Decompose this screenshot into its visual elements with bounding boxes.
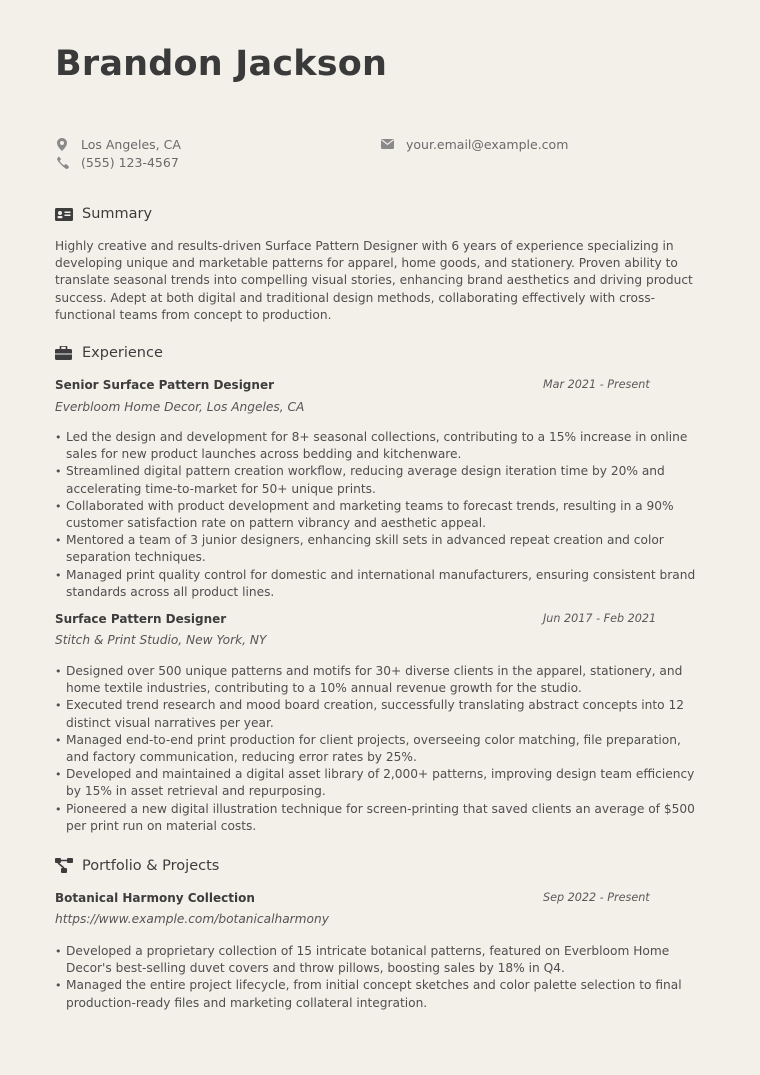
experience-heading-text: Experience [82, 345, 163, 361]
list-item: • Managed print quality control for domestic and international manufacturers, ensuring consistent brand standards across all product lines. [55, 567, 707, 601]
diagram-nodes-icon [55, 858, 73, 874]
list-item: • Pioneered a new digital illustration technique for screen-printing that saved clients an average of $500 per print run on material costs. [55, 801, 707, 835]
summary-heading [55, 206, 152, 222]
project-1-title: Botanical Harmony Collection [55, 891, 255, 905]
email-link[interactable]: your.email@example.com [406, 136, 569, 152]
summary-text: Highly creative and results-driven Surface Pattern Designer with 6 years of experience specializing in developing unique and marketable patterns for apparel, home goods, and stationery. Proven ability to translate seasonal trends into compelling visual stories, enhancing brand aesthetics and driving product success. Adept at both digital and traditional design methods, collaborating effectively with cross-functional teams from concept to production. [55, 239, 693, 322]
list-item: • Streamlined digital pattern creation workflow, reducing average design iteration time by 20% and accelerating time-to-market for 50+ unique prints. [55, 463, 707, 497]
job-1-company: Everbloom Home Decor, Los Angeles, CA [55, 400, 305, 414]
job-1-title: Senior Surface Pattern Designer [55, 378, 274, 392]
list-item: • Developed and maintained a digital asset library of 2,000+ patterns, improving design team efficiency by 15% in asset retrieval and repurposing. [55, 766, 707, 800]
phone-icon [55, 155, 69, 169]
candidate-name: Brandon Jackson [55, 44, 388, 84]
contact-phone [55, 153, 705, 171]
list-item: • Developed a proprietary collection of 15 intricate botanical patterns, featured on Everbloom Home Decor's best-selling duvet covers and throw pillows, boosting sales by 18% in Q4. [55, 943, 707, 977]
project-1-url[interactable]: https://www.example.com/botanicalharmony [55, 912, 329, 926]
job-2-company: Stitch & Print Studio, New York, NY [55, 633, 267, 647]
list-item: • Designed over 500 unique patterns and motifs for 30+ diverse clients in the apparel, stationery, and home textile industries, contributing to a 10% annual revenue growth for the studio. [55, 663, 707, 697]
list-item: • Mentored a team of 3 junior designers, enhancing skill sets in advanced repeat creation and color separation techniques. [55, 532, 707, 566]
experience-heading [55, 345, 163, 361]
map-pin-icon [55, 137, 69, 151]
list-item: • Collaborated with product development and marketing teams to forecast trends, resulting in a 90% customer satisfaction rate on pattern vibrancy and aesthetic appeal. [55, 498, 707, 532]
job-2-bullets [55, 663, 707, 835]
envelope-icon [380, 137, 394, 151]
list-item: • Executed trend research and mood board creation, successfully translating abstract concepts into 12 distinct visual narratives per year. [55, 697, 707, 731]
briefcase-icon [55, 345, 73, 361]
portfolio-heading-text: Portfolio & Projects [82, 858, 220, 874]
location-text: Los Angeles, CA [81, 136, 181, 152]
phone-text: (555) 123-4567 [81, 154, 179, 170]
contact-email [380, 135, 568, 153]
summary-heading-text: Summary [82, 206, 153, 222]
list-item: • Managed end-to-end print production for client projects, overseeing color matching, file preparation, and factory communication, reducing error rates by 25%. [55, 732, 707, 766]
portfolio-heading [55, 858, 219, 874]
list-item: • Managed the entire project lifecycle, from initial concept sketches and color palette selection to final production-ready files and marketing collateral integration. [55, 977, 707, 1011]
job-2-title: Surface Pattern Designer [55, 612, 227, 626]
job-2-date: Jun 2017 - Feb 2021 [543, 612, 657, 625]
job-1-bullets [55, 429, 707, 601]
id-card-icon [55, 206, 73, 222]
contact-info [55, 135, 705, 171]
project-1-bullets [55, 943, 707, 1012]
job-1-date: Mar 2021 - Present [543, 378, 650, 391]
list-item: • Led the design and development for 8+ seasonal collections, contributing to a 15% increase in online sales for new product launches across bedding and kitchenware. [55, 429, 707, 463]
project-1-date: Sep 2022 - Present [543, 891, 650, 904]
